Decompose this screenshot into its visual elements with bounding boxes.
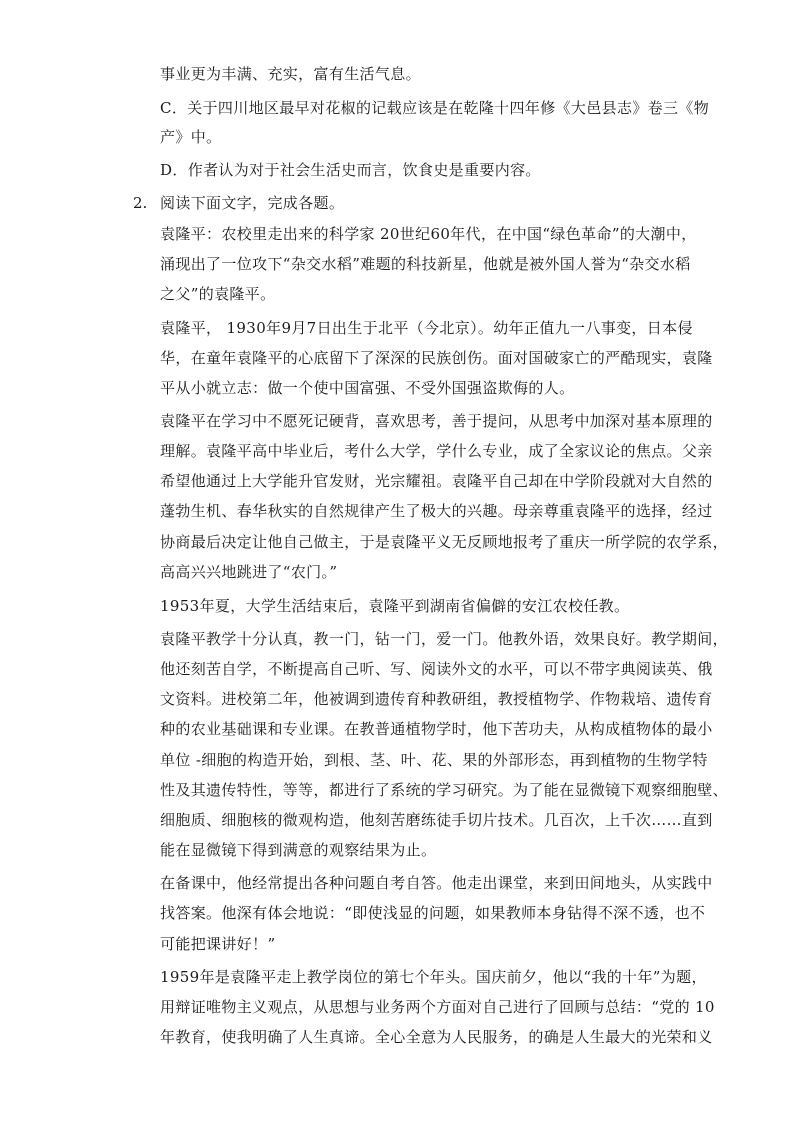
text-line: 在备课中，他经常提出各种问题自考自答。他走出课堂，来到田间地头，从实践中 bbox=[160, 874, 713, 892]
question-number: 2. bbox=[133, 194, 148, 212]
text-line: 能在显微镜下得到满意的观察结果为止。 bbox=[160, 841, 437, 859]
text-line: 袁隆平， 1930年9月7日出生于北平（今北京）。幼年正值九一八事变，日本侵 bbox=[160, 319, 693, 337]
text-line: 袁隆平教学十分认真，教一门，钻一门，爱一门。他教外语，效果良好。教学期间， bbox=[160, 630, 728, 648]
text-line: 种的农业基础课和专业课。在教普通植物学时，他下苦功夫，从构成植物体的最小 bbox=[160, 720, 713, 738]
text-line: 希望他通过上大学能升官发财，光宗耀祖。袁隆平自己却在中学阶段就对大自然的 bbox=[160, 472, 713, 490]
text-line: 高高兴兴地跳进了“农门。” bbox=[160, 563, 338, 581]
text-line: 他还刻苦自学，不断提高自己听、写、阅读外文的水平，可以不带字典阅读英、俄 bbox=[160, 660, 713, 678]
text-line: 事业更为丰满、充实，富有生活气息。 bbox=[160, 65, 421, 83]
text-line: 华，在童年袁隆平的心底留下了深深的民族创伤。面对国破家亡的严酷现实，袁隆 bbox=[160, 349, 713, 367]
text-line: 理解。袁隆平高中毕业后，考什么大学，学什么专业，成了全家议论的焦点。父亲 bbox=[160, 442, 713, 460]
text-line: 产》中。 bbox=[160, 128, 222, 146]
text-line: 细胞质、细胞核的微观构造，他刻苦磨练徒手切片技术。几百次，上千次……直到 bbox=[160, 811, 713, 829]
text-line: 单位 -细胞的构造开始，到根、茎、叶、花、果的外部形态，再到植物的生物学特 bbox=[160, 751, 708, 769]
text-line: C．关于四川地区最早对花椒的记载应该是在乾隆十四年修《大邑县志》卷三《物 bbox=[160, 99, 710, 117]
text-line: 袁隆平：农校里走出来的科学家 20世纪60年代，在中国“绿色革命”的大潮中， bbox=[160, 225, 697, 243]
text-line: 1959年是袁隆平走上教学岗位的第七个年头。国庆前夕，他以“我的十年”为题， bbox=[160, 968, 707, 986]
text-line: 年教育，使我明确了人生真谛。全心全意为人民服务，的确是人生最大的光荣和义 bbox=[160, 1028, 713, 1046]
text-line: 协商最后决定让他自己做主，于是袁隆平义无反顾地报考了重庆一所学院的农学系， bbox=[160, 533, 728, 551]
text-line: 平从小就立志：做一个使中国富强、不受外国强盗欺侮的人。 bbox=[160, 379, 575, 397]
text-line: 蓬勃生机、春华秋实的自然规律产生了极大的兴趣。母亲尊重袁隆平的选择，经过 bbox=[160, 502, 713, 520]
text-line: D．作者认为对于社会生活史而言，饮食史是重要内容。 bbox=[160, 161, 541, 179]
text-line: 找答案。他深有体会地说：“即使浅显的问题，如果教师本身钻得不深不透，也不 bbox=[160, 904, 706, 922]
text-line: 文资料。进校第二年，他被调到遗传育种教研组，教授植物学、作物栽培、遗传育 bbox=[160, 690, 713, 708]
text-line: 用辩证唯物主义观点，从思想与业务两个方面对自己进行了回顾与总结：“党的 10 bbox=[160, 998, 715, 1016]
text-line: 涌现出了一位攻下“杂交水稻”难题的科技新星，他就是被外国人誉为“杂交水稻 bbox=[160, 255, 691, 273]
text-line: 1953年夏，大学生活结束后，袁隆平到湖南省偏僻的安江农校任教。 bbox=[160, 597, 630, 615]
text-line: 性及其遗传特性，等等，都进行了系统的学习研究。为了能在显微镜下观察细胞壁、 bbox=[160, 781, 728, 799]
text-line: 袁隆平在学习中不愿死记硬背，喜欢思考，善于提问，从思考中加深对基本原理的 bbox=[160, 412, 713, 430]
text-line: 之父”的袁隆平。 bbox=[160, 285, 276, 303]
text-line: 可能把课讲好！” bbox=[160, 935, 276, 953]
text-line: 阅读下面文字，完成各题。 bbox=[160, 194, 345, 212]
